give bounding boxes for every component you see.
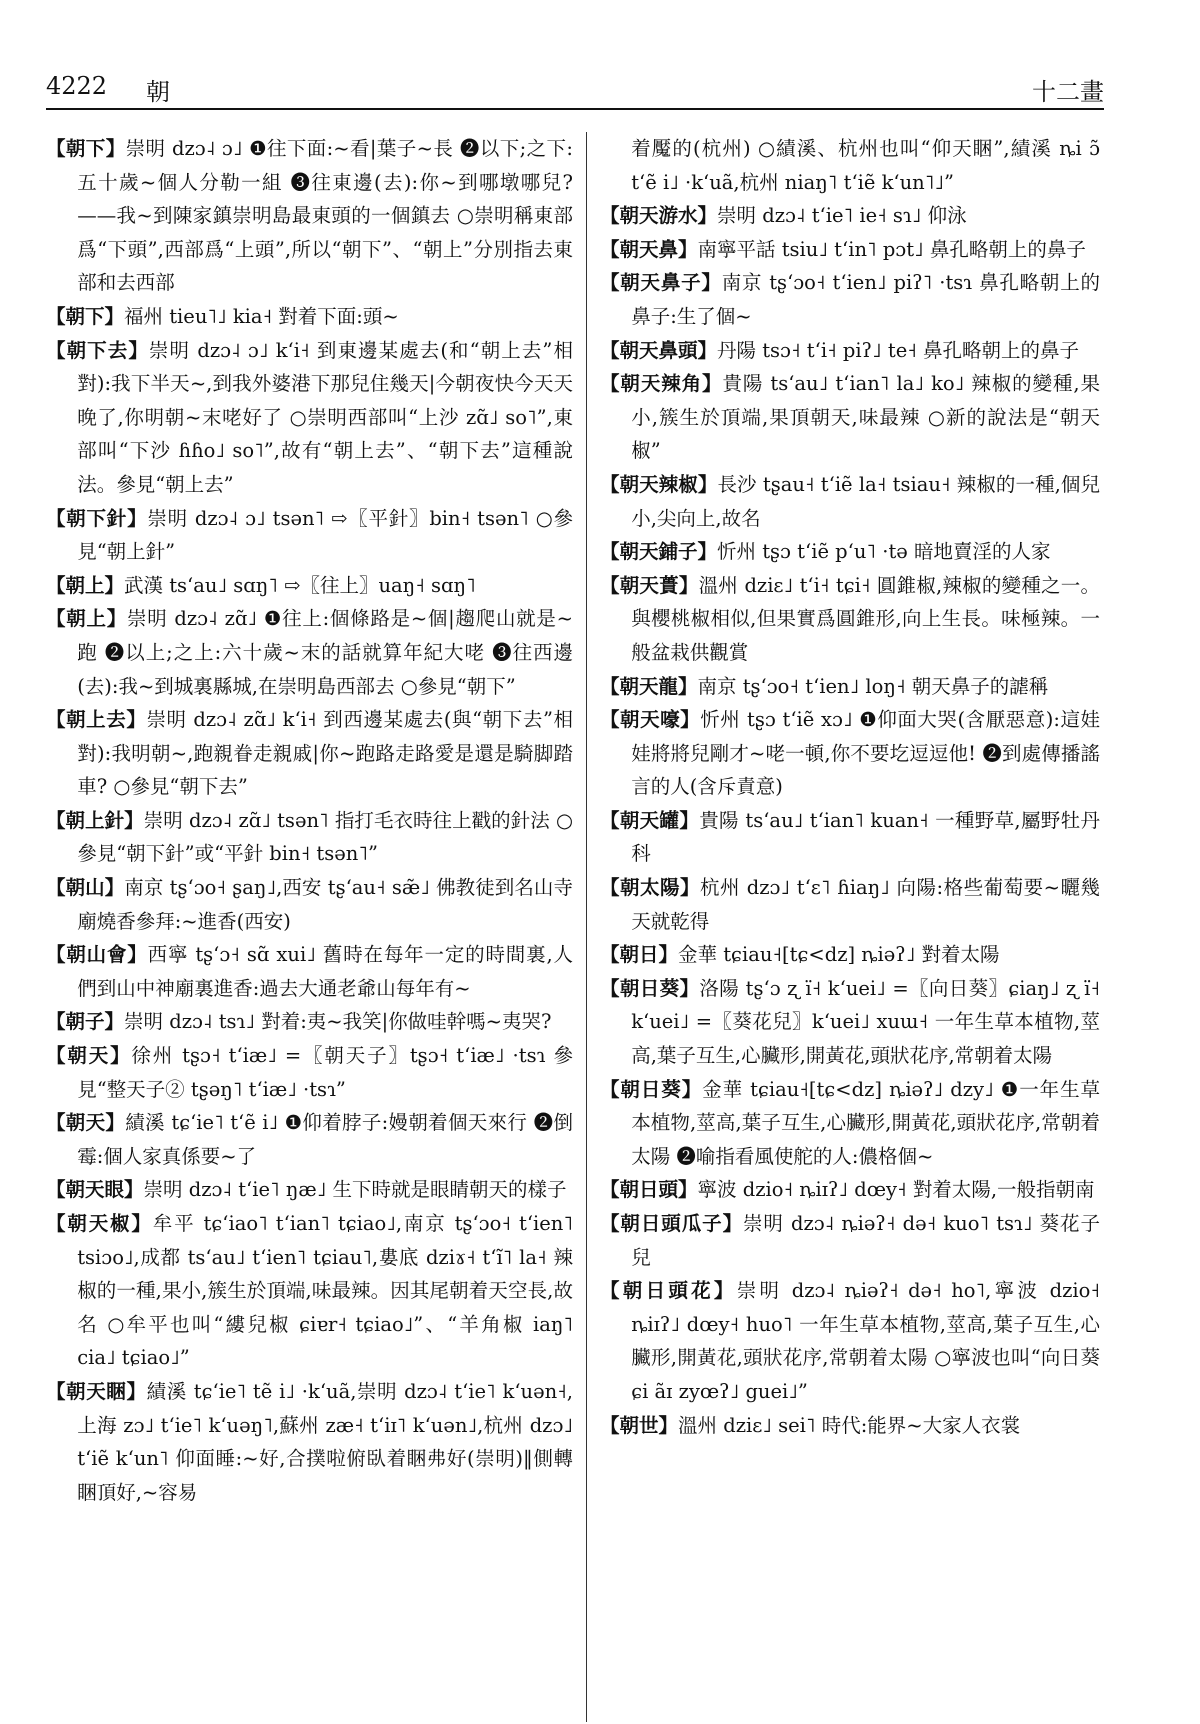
dictionary-entry	[600, 233, 1100, 267]
entry-headword: 【朝天】	[46, 1111, 126, 1135]
right-column	[600, 132, 1100, 1722]
entry-headword: 【朝天】	[46, 1044, 132, 1068]
entry-headword: 【朝天辣角】	[600, 372, 723, 396]
entry-text: 長沙 tʂau˧ tʻiẽ la˧ tsiau˧ 辣椒的一種,個兒小,尖向上,故名	[631, 472, 1100, 530]
entry-text: 崇明 dzɔ˨ ɔ˩ tsən˥ ⇨〖平針〗bin˧ tsən˥ ○參見“朝上針”	[77, 506, 573, 564]
dictionary-entry	[600, 1207, 1100, 1274]
entry-headword: 【朝山會】	[46, 943, 148, 967]
entry-text: 牟平 tɕʻiao˥ tʻian˥ tɕiao˩,南京 tʂʻɔo˧ tʻien˥ tsiɔo˩,成都 tsʻau˩ tʻien˥ tɕiau˥,婁底 dziɤ˧ tʻĩ˥ la˧ 辣椒的一種,果小,簇生於頂端,味最辣。因其尾朝着天空長,故名 ○牟平也叫“縷兒椒 ɕiɐr˧ tɕiao˩”、“羊角椒 iaŋ˥ cia˩ tɕiao˩”	[77, 1212, 573, 1370]
entry-text: 崇明 dzɔ˨ ɔ˩ kʻi˧ 到東邊某處去(和“朝上去”相對):我下半天~,到我外婆港下那兒住幾天|今朝夜快今天天晚了,你明朝~末咾好了 ○崇明西部叫“上沙 zɑ̃˩ so˥”,東部叫“下沙 ɦɦo˩ so˥”,故有“朝上去”、“朝下去”這種說法。參見“朝上去”	[77, 338, 573, 496]
dictionary-entry	[46, 1173, 573, 1207]
dictionary-entry	[46, 804, 573, 871]
dictionary-entry	[46, 938, 573, 1005]
entry-text: 南京 tʂʻɔo˧ tʻien˩ loŋ˧ 朝天鼻子的謔稱	[697, 674, 1049, 698]
entry-headword: 【朝天嚎】	[600, 708, 701, 732]
entry-headword: 【朝天蕢】	[600, 573, 699, 597]
dictionary-entry	[46, 569, 573, 603]
entry-headword: 【朝下】	[46, 137, 126, 160]
entry-headword: 【朝日頭】	[600, 1178, 698, 1202]
dictionary-entry	[600, 1274, 1100, 1408]
dictionary-entry	[46, 1106, 573, 1173]
dictionary-entry	[46, 1375, 573, 1509]
dictionary-entry	[600, 334, 1100, 368]
entry-text: 崇明 dzɔ˨ zɑ̃˩ tsən˥ 指打毛衣時往上戳的針法 ○參見“朝下針”或“平針 bin˧ tsən˥”	[77, 808, 573, 866]
entry-headword: 【朝上去】	[46, 708, 147, 732]
entry-headword: 【朝天鼻頭】	[600, 338, 718, 362]
entry-headword: 【朝日】	[600, 943, 679, 967]
entry-text: 忻州 tʂɔ tʻiẽ pʻu˥ ·tə 暗地賣淫的人家	[717, 540, 1051, 564]
entry-headword: 【朝天辣椒】	[600, 472, 718, 496]
entry-headword: 【朝天游水】	[600, 204, 718, 228]
entry-headword: 【朝天龍】	[600, 674, 698, 698]
entry-text: 金華 tɕiau˧[tɕ<dz] ȵiəʔ˩ dzy˩ ❶一年生草本植物,莖高,葉子互生,心臟形,開黃花,頭狀花序,常朝着太陽 ❷喻指看風使舵的人:儂格個~	[631, 1077, 1100, 1168]
entry-text: 崇明 dzɔ˨ ɔ˩ ❶往下面:~看|葉子~長 ❷以下;之下:五十歲~個人分勒一組 ❸往東邊(去):你~到哪墩哪兒?——我~到陳家鎮崇明島最東頭的一個鎮去 ○崇明稱東部爲“下頭”,西部爲“上頭”,所以“朝下”、“朝上”分別指去東部和去西部	[77, 137, 573, 295]
entry-text: 崇明 dzɔ˨ tʻie˥ ie˧ sɿ˩ 仰泳	[717, 204, 967, 228]
entry-text: 南京 tʂʻɔo˧ tʻien˩ piʔ˥ ·tsɿ 鼻孔略朝上的鼻子:生了個~	[631, 271, 1100, 328]
entry-text: 福州 tieu˥˩ kia˧ 對着下面:頭~	[124, 304, 399, 328]
entry-headword: 【朝世】	[600, 1413, 679, 1437]
entry-text: 徐州 tʂɔ˧ tʻiæ˩ =〖朝天子〗tʂɔ˧ tʻiæ˩ ·tsɿ 參見“整天子② tʂəŋ˥ tʻiæ˩ ·tsɿ”	[77, 1044, 573, 1101]
dictionary-entry	[600, 804, 1100, 871]
entry-text: 崇明 dzɔ˨ ȵiəʔ˧ də˧ ho˥,寧波 dzio˧ ȵiɪʔ˩ dœy˧ huo˥ 一年生草本植物,莖高,葉子互生,心臟形,開黃花,頭狀花序,常朝着太陽 ○寧波也叫“向日葵 ɕi ãɪ zyœʔ˩ guei˩”	[631, 1279, 1100, 1403]
entry-headword: 【朝日葵】	[600, 1077, 703, 1101]
dictionary-entry	[600, 871, 1100, 938]
dictionary-entry	[600, 1073, 1100, 1174]
column-divider	[586, 132, 587, 1722]
dictionary-entry	[46, 602, 573, 703]
dictionary-entry	[600, 670, 1100, 704]
entry-text: 崇明 dzɔ˨ zɑ̃˩ ❶往上:個條路是~個|趨爬山就是~跑 ❷以上;之上:六十歲~末的話就算年紀大咾 ❸往西邊(去):我~到城裏縣城,在崇明島西部去 ○參見“朝下”	[77, 607, 573, 698]
entry-headword: 【朝天鋪子】	[600, 540, 718, 564]
entry-headword: 【朝天椒】	[46, 1212, 153, 1235]
entry-text: 崇明 dzɔ˨ tʻie˥ ŋæ˩ 生下時就是眼睛朝天的樣子	[143, 1178, 567, 1202]
dictionary-entry	[46, 502, 573, 569]
entry-text: 西寧 tʂʻɔ˧ sɑ̃ xui˩ 舊時在每年一定的時間裏,人們到山中神廟裏進香:過去大通老爺山每年有~	[77, 943, 573, 1000]
entry-headword: 【朝子】	[46, 1010, 125, 1034]
left-column	[46, 132, 573, 1722]
dictionary-entry	[46, 1005, 573, 1039]
dictionary-entry	[600, 1173, 1100, 1207]
dictionary-entry	[600, 266, 1100, 333]
entry-headword: 【朝上針】	[46, 808, 144, 832]
entry-text: 溫州 dziɛ˩ sei˥ 時代:能界~大家人衣裳	[678, 1413, 1021, 1437]
entry-headword: 【朝天睏】	[46, 1379, 147, 1403]
entry-headword: 【朝天眼】	[46, 1178, 144, 1202]
entry-text: 南寧平話 tsiu˩ tʻin˥ pɔt˩ 鼻孔略朝上的鼻子	[697, 237, 1086, 261]
entry-headword: 【朝天罐】	[600, 808, 700, 832]
entry-headword: 【朝下針】	[46, 506, 148, 530]
dictionary-entry	[600, 1409, 1100, 1443]
entry-text: 金華 tɕiau˧[tɕ<dz] ȵiəʔ˩ 對着太陽	[678, 943, 1000, 967]
dictionary-entry	[600, 569, 1100, 670]
dictionary-entry	[600, 199, 1100, 233]
entry-text: 丹陽 tsɔ˧ tʻi˧ piʔ˩ te˧ 鼻孔略朝上的鼻子	[717, 338, 1080, 362]
dictionary-entry	[600, 468, 1100, 535]
entry-text: 寧波 dzio˧ ȵiɪʔ˩ dœy˧ 對着太陽,一般指朝南	[697, 1178, 1095, 1202]
dictionary-entry	[600, 367, 1100, 468]
entry-text: 洛陽 tʂʻɔ ʐ ï˧ kʻuei˩ =〖向日葵〗ɕiaŋ˩ ʐ ï˧ kʻuei˩ =〖葵花兒〗kʻuei˩ xuɯ˧ 一年生草本植物,莖高,葉子互生,心臟形,開黃花,頭狀花序,常朝着太陽	[631, 976, 1100, 1068]
entry-text: 杭州 dzɔ˩ tʻɛ˥ ɦiaŋ˩ 向陽:格些葡萄要~曬幾天就乾得	[631, 876, 1100, 933]
entry-headword: 【朝天鼻】	[600, 237, 698, 261]
page-number: 4222	[46, 72, 108, 100]
dictionary-entry	[46, 300, 573, 334]
head-character: 朝	[146, 78, 170, 106]
entry-text: 崇明 dzɔ˨ ȵiəʔ˧ də˧ kuo˥ tsɿ˩ 葵花子兒	[631, 1212, 1100, 1269]
dictionary-entry	[600, 938, 1100, 972]
entry-headword: 【朝下】	[46, 304, 125, 328]
entry-headword: 【朝山】	[46, 876, 125, 900]
dictionary-entry	[46, 871, 573, 938]
entry-text: 武漢 tsʻau˩ sɑŋ˥ ⇨〖往上〗uaŋ˧ sɑŋ˥	[124, 573, 476, 597]
entry-text: 南京 tʂʻɔo˧ ʂaŋ˩,西安 tʂʻau˧ sæ̃˩ 佛教徒到名山寺廟燒香參拜:~進香(西安)	[77, 876, 573, 933]
dictionary-entry	[46, 334, 573, 502]
entry-text: 崇明 dzɔ˨ tsɿ˩ 對着:夷~我笑|你做哇幹嗎~夷哭?	[124, 1010, 552, 1034]
entry-headword: 【朝下去】	[46, 338, 149, 362]
entry-continuation	[600, 132, 1100, 199]
entry-text: 貴陽 tsʻau˩ tʻian˥ kuan˧ 一種野草,屬野牡丹科	[631, 808, 1100, 866]
dictionary-entry	[46, 1207, 573, 1375]
entry-text: 貴陽 tsʻau˩ tʻian˥ la˩ ko˩ 辣椒的變種,果小,簇生於頂端,果頂朝天,味最辣 ○新的說法是“朝天椒”	[631, 372, 1100, 463]
dictionary-entry	[46, 132, 573, 300]
dictionary-entry	[600, 703, 1100, 804]
entry-text: 績溪 tɕʻie˥ tʻẽ i˩ ❶仰着脖子:嫚朝着個天來行 ❷倒霉:個人家真係要~了	[77, 1111, 573, 1168]
entry-text: 溫州 dziɛ˩ tʻi˧ tɕi˧ 圓錐椒,辣椒的變種之一。與櫻桃椒相似,但果實爲圓錐形,向上生長。味極辣。一般盆栽供觀賞	[631, 573, 1100, 664]
entry-text: 着魘的(杭州) ○績溪、杭州也叫“仰天睏”,績溪 ȵi ɔ̃ tʻẽ i˩ ·kʻuã,杭州 niaŋ˥ tʻiẽ kʻun˥˩”	[631, 137, 1100, 194]
stroke-section: 十二畫	[1032, 78, 1104, 106]
dictionary-entry	[46, 1039, 573, 1106]
page-header	[46, 72, 1104, 110]
entry-headword: 【朝上】	[46, 573, 125, 597]
dictionary-entry	[46, 703, 573, 804]
entry-text: 忻州 tʂɔ tʻiẽ xɔ˩ ❶仰面大哭(含厭惡意):這娃娃將將兒剛才~咾一頓,你不要圪逗逗他! ❷到處傳播謠言的人(含斥責意)	[631, 708, 1100, 799]
dictionary-entry	[600, 972, 1100, 1073]
entry-text: 崇明 dzɔ˨ zɑ̃˩ kʻi˧ 到西邊某處去(與“朝下去”相對):我明朝~,跑親眷走親戚|你~跑路走路愛是還是騎脚踏車? ○參見“朝下去”	[77, 708, 573, 799]
entry-headword: 【朝日頭瓜子】	[600, 1212, 743, 1235]
entry-headword: 【朝上】	[46, 607, 127, 631]
entry-headword: 【朝日葵】	[600, 976, 700, 1000]
dictionary-entry	[600, 535, 1100, 569]
entry-headword: 【朝日頭花】	[600, 1279, 737, 1303]
entry-text: 績溪 tɕʻie˥ tẽ i˩ ·kʻuã,崇明 dzɔ˨ tʻie˥ kʻuən˧,上海 zɔ˩ tʻie˥ kʻuəŋ˥,蘇州 zæ˧ tʻiɪ˥ kʻuən˩,杭州 dzɔ˩ tʻiẽ kʻun˥ 仰面睡:~好,合撲啦俯臥着睏弗好(崇明)‖側轉睏頂好,~容易	[77, 1379, 573, 1504]
entry-headword: 【朝太陽】	[600, 876, 701, 900]
entry-headword: 【朝天鼻子】	[600, 271, 722, 295]
